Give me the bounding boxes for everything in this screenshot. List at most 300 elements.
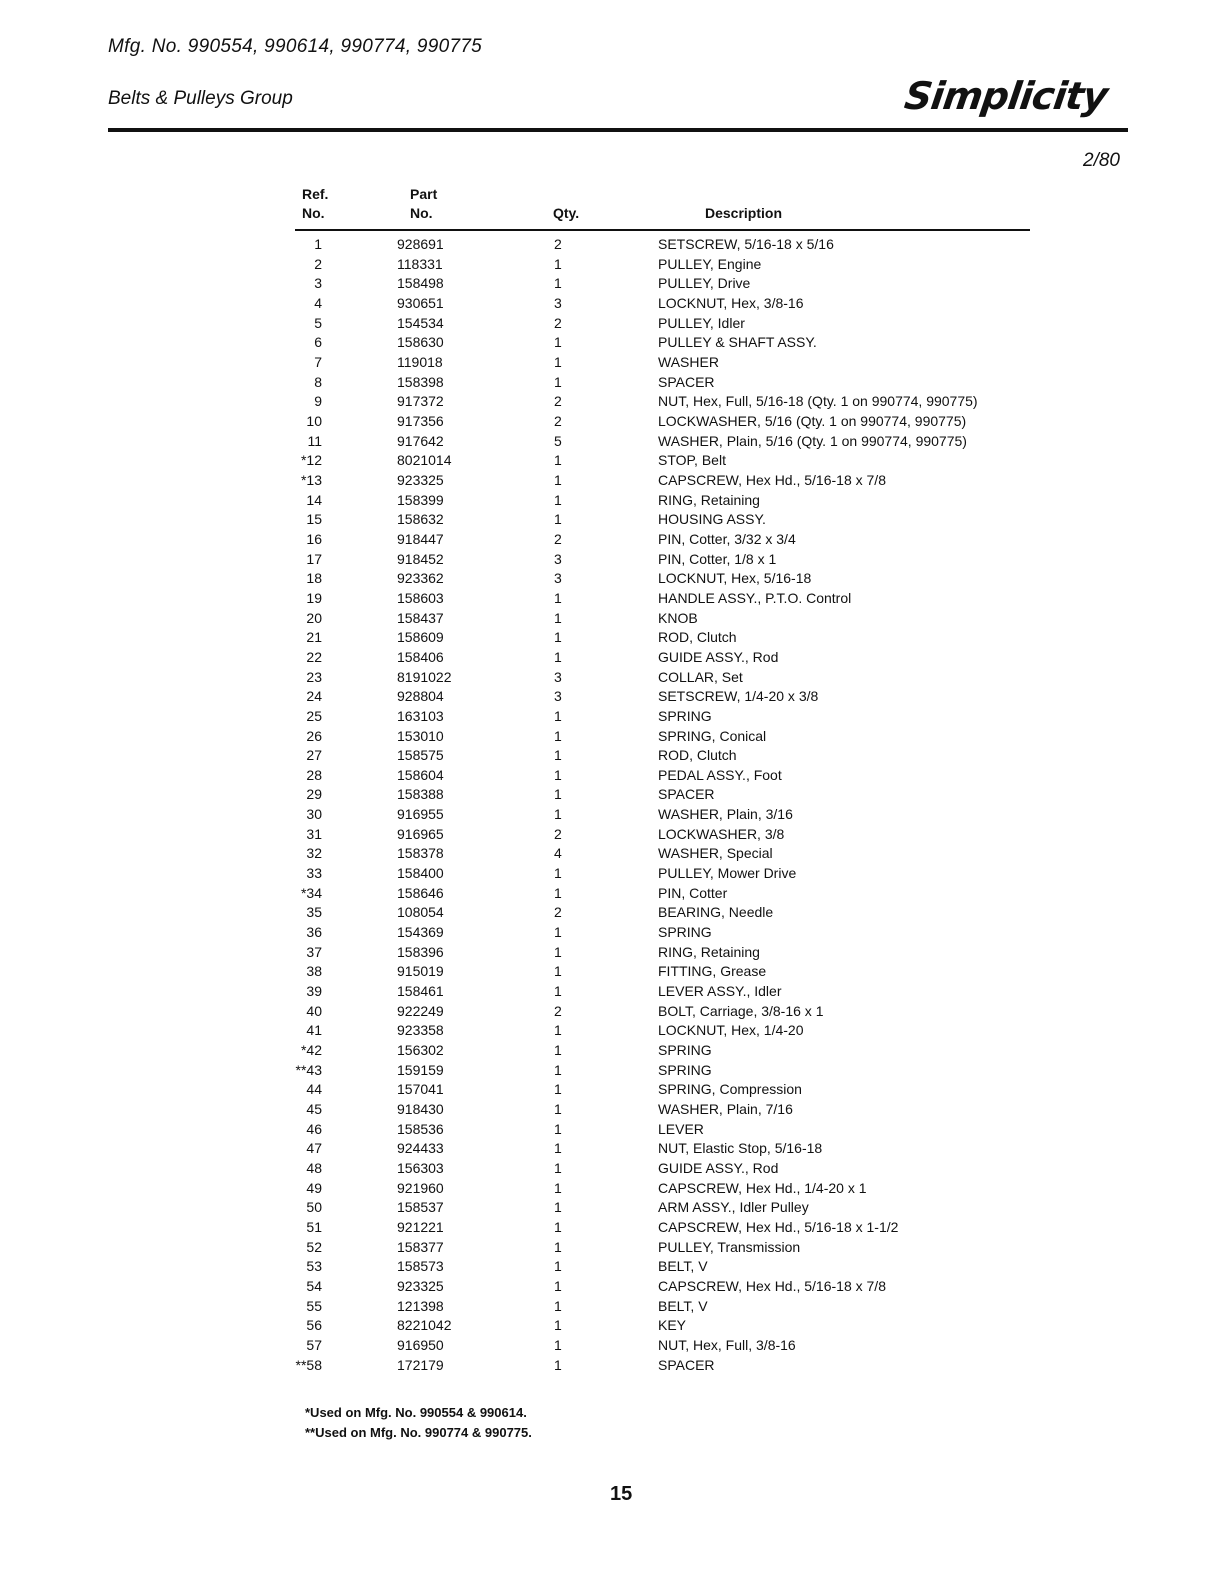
description: SPRING bbox=[658, 924, 712, 941]
col-header-part-line2: No. bbox=[410, 205, 433, 221]
table-row bbox=[0, 293, 1218, 313]
qty: 1 bbox=[554, 1199, 562, 1216]
part-no: 8021014 bbox=[397, 452, 452, 469]
description: STOP, Belt bbox=[658, 452, 726, 469]
qty: 1 bbox=[554, 255, 562, 272]
qty: 1 bbox=[554, 1356, 562, 1373]
qty: 1 bbox=[554, 983, 562, 1000]
footnote-double: **Used on Mfg. No. 990774 & 990775. bbox=[305, 1425, 532, 1440]
part-no: 158461 bbox=[397, 983, 444, 1000]
table-row bbox=[0, 706, 1218, 726]
part-no: 158630 bbox=[397, 334, 444, 351]
revision-date: 2/80 bbox=[1083, 150, 1120, 171]
ref-no: 24 bbox=[306, 688, 322, 705]
col-header-ref-line1: Ref. bbox=[302, 186, 329, 202]
ref-no: 25 bbox=[306, 707, 322, 724]
ref-no: 48 bbox=[306, 1160, 322, 1177]
ref-no: 5 bbox=[314, 314, 322, 331]
table-row bbox=[0, 1158, 1218, 1178]
qty: 2 bbox=[554, 314, 562, 331]
table-row bbox=[0, 942, 1218, 962]
qty: 5 bbox=[554, 432, 562, 449]
table-row bbox=[0, 391, 1218, 411]
ref-no: 33 bbox=[306, 865, 322, 882]
description: PEDAL ASSY., Foot bbox=[658, 766, 782, 783]
qty: 1 bbox=[554, 334, 562, 351]
part-no: 918430 bbox=[397, 1101, 444, 1118]
ref-no: 56 bbox=[306, 1317, 322, 1334]
table-header-rule bbox=[295, 229, 1030, 231]
qty: 1 bbox=[554, 1317, 562, 1334]
qty: 1 bbox=[554, 806, 562, 823]
description: PULLEY, Drive bbox=[658, 275, 751, 292]
ref-no: *13 bbox=[300, 471, 322, 488]
table-row bbox=[0, 784, 1218, 804]
part-no: 916955 bbox=[397, 806, 444, 823]
ref-no: 55 bbox=[306, 1297, 322, 1314]
ref-no: 20 bbox=[306, 609, 322, 626]
table-row bbox=[0, 1178, 1218, 1198]
table-row bbox=[0, 1119, 1218, 1139]
col-header-part bbox=[410, 185, 437, 223]
qty: 2 bbox=[554, 904, 562, 921]
ref-no: 32 bbox=[306, 845, 322, 862]
ref-no: 51 bbox=[306, 1219, 322, 1235]
ref-no: 22 bbox=[306, 648, 322, 665]
description: SPACER bbox=[658, 373, 715, 390]
description: SPRING bbox=[658, 1042, 712, 1059]
table-row bbox=[0, 726, 1218, 746]
qty: 1 bbox=[554, 1022, 562, 1039]
ref-no: *34 bbox=[300, 884, 322, 901]
table-row bbox=[0, 1197, 1218, 1217]
qty: 2 bbox=[554, 236, 562, 252]
qty: 2 bbox=[554, 1002, 562, 1019]
part-no: 158398 bbox=[397, 373, 444, 390]
table-row bbox=[0, 883, 1218, 903]
qty: 1 bbox=[554, 491, 562, 508]
description: KEY bbox=[658, 1317, 687, 1334]
part-no: 158609 bbox=[397, 629, 444, 646]
description: PIN, Cotter, 1/8 x 1 bbox=[658, 550, 777, 567]
qty: 2 bbox=[554, 825, 562, 842]
ref-no: 27 bbox=[306, 747, 322, 764]
page-number: 15 bbox=[610, 1483, 633, 1505]
part-no: 918452 bbox=[397, 550, 444, 567]
table-row bbox=[0, 863, 1218, 883]
table-row bbox=[0, 922, 1218, 942]
description: RING, Retaining bbox=[658, 943, 760, 960]
table-row bbox=[0, 254, 1218, 274]
part-no: 121398 bbox=[397, 1297, 444, 1314]
ref-no: 23 bbox=[306, 668, 322, 685]
qty: 1 bbox=[554, 511, 562, 528]
ref-no: 8 bbox=[314, 373, 322, 390]
table-row bbox=[0, 549, 1218, 569]
table-row bbox=[0, 352, 1218, 372]
table-row bbox=[0, 1060, 1218, 1080]
part-no: 916965 bbox=[397, 825, 444, 842]
header-rule bbox=[108, 128, 1128, 132]
description: ROD, Clutch bbox=[658, 629, 737, 646]
col-header-ref bbox=[302, 185, 328, 223]
description: CAPSCREW, Hex Hd., 5/16-18 x 7/8 bbox=[658, 471, 886, 488]
ref-no: 29 bbox=[306, 786, 322, 803]
table-row bbox=[0, 981, 1218, 1001]
table-row bbox=[0, 961, 1218, 981]
table-row bbox=[0, 824, 1218, 844]
part-no: 923325 bbox=[397, 471, 444, 488]
table-row bbox=[0, 490, 1218, 510]
table-row bbox=[0, 332, 1218, 352]
qty: 1 bbox=[554, 963, 562, 980]
description: HANDLE ASSY., P.T.O. Control bbox=[658, 589, 852, 606]
table-row bbox=[0, 1099, 1218, 1119]
table-row bbox=[0, 450, 1218, 470]
table-row bbox=[0, 509, 1218, 529]
ref-no: 3 bbox=[314, 275, 322, 292]
part-no: 915019 bbox=[397, 963, 444, 980]
ref-no: 41 bbox=[306, 1022, 322, 1039]
qty: 1 bbox=[554, 1297, 562, 1314]
part-no: 924433 bbox=[397, 1140, 444, 1157]
table-row bbox=[0, 1217, 1218, 1237]
part-no: 921221 bbox=[397, 1219, 444, 1235]
description: SETSCREW, 1/4-20 x 3/8 bbox=[658, 688, 819, 705]
ref-no: *42 bbox=[300, 1042, 322, 1059]
ref-no: 49 bbox=[306, 1179, 322, 1196]
description: KNOB bbox=[658, 609, 698, 626]
qty: 3 bbox=[554, 688, 562, 705]
table-row bbox=[0, 1020, 1218, 1040]
table-row bbox=[0, 1237, 1218, 1257]
qty: 1 bbox=[554, 1336, 562, 1353]
qty: 1 bbox=[554, 727, 562, 744]
ref-no: 1 bbox=[314, 236, 322, 252]
part-no: 119018 bbox=[397, 353, 443, 370]
qty: 1 bbox=[554, 452, 562, 469]
description: SPACER bbox=[658, 786, 715, 803]
description: LEVER bbox=[658, 1120, 704, 1137]
table-row bbox=[0, 647, 1218, 667]
table-row bbox=[0, 470, 1218, 490]
description: GUIDE ASSY., Rod bbox=[658, 1160, 779, 1177]
qty: 1 bbox=[554, 943, 562, 960]
description: SPRING bbox=[658, 707, 712, 724]
qty: 1 bbox=[554, 1042, 562, 1059]
footnote-single: *Used on Mfg. No. 990554 & 990614. bbox=[305, 1405, 527, 1420]
ref-no: 38 bbox=[306, 963, 322, 980]
col-header-ref-line2: No. bbox=[302, 205, 325, 221]
section-title: Belts & Pulleys Group bbox=[108, 88, 293, 109]
qty: 4 bbox=[554, 845, 562, 862]
description: BELT, V bbox=[658, 1258, 708, 1275]
description: FITTING, Grease bbox=[658, 963, 767, 980]
qty: 1 bbox=[554, 747, 562, 764]
ref-no: 19 bbox=[306, 589, 322, 606]
table-row bbox=[0, 588, 1218, 608]
part-no: 158575 bbox=[397, 747, 444, 764]
description: PIN, Cotter, 3/32 x 3/4 bbox=[658, 530, 796, 547]
ref-no: 10 bbox=[306, 412, 322, 429]
ref-no: 2 bbox=[314, 255, 322, 272]
part-no: 8221042 bbox=[397, 1317, 452, 1334]
ref-no: 15 bbox=[306, 511, 322, 528]
table-row bbox=[0, 1001, 1218, 1021]
description: GUIDE ASSY., Rod bbox=[658, 648, 779, 665]
qty: 1 bbox=[554, 373, 562, 390]
table-row bbox=[0, 1079, 1218, 1099]
ref-no: 44 bbox=[306, 1081, 322, 1098]
part-no: 159159 bbox=[397, 1061, 444, 1078]
part-no: 916950 bbox=[397, 1336, 444, 1353]
qty: 1 bbox=[554, 1101, 562, 1118]
table-row bbox=[0, 529, 1218, 549]
qty: 3 bbox=[554, 570, 562, 587]
qty: 1 bbox=[554, 1120, 562, 1137]
ref-no: 18 bbox=[306, 570, 322, 587]
description: CAPSCREW, Hex Hd., 5/16-18 x 7/8 bbox=[658, 1277, 886, 1294]
description: PULLEY, Engine bbox=[658, 255, 762, 272]
description: ROD, Clutch bbox=[658, 747, 737, 764]
qty: 1 bbox=[554, 275, 562, 292]
ref-no: 37 bbox=[306, 943, 322, 960]
ref-no: 40 bbox=[306, 1002, 322, 1019]
table-row bbox=[0, 1355, 1218, 1375]
qty: 3 bbox=[554, 294, 562, 311]
qty: 3 bbox=[554, 550, 562, 567]
ref-no: 30 bbox=[306, 806, 322, 823]
qty: 1 bbox=[554, 1219, 562, 1235]
table-row bbox=[0, 1040, 1218, 1060]
description: BOLT, Carriage, 3/8-16 x 1 bbox=[658, 1002, 824, 1019]
ref-no: 52 bbox=[306, 1238, 322, 1255]
table-row bbox=[0, 686, 1218, 706]
description: BELT, V bbox=[658, 1297, 708, 1314]
qty: 1 bbox=[554, 884, 562, 901]
description: NUT, Hex, Full, 3/8-16 bbox=[658, 1336, 796, 1353]
ref-no: 47 bbox=[306, 1140, 322, 1157]
table-row bbox=[0, 843, 1218, 863]
part-no: 928804 bbox=[397, 688, 444, 705]
qty: 2 bbox=[554, 393, 562, 410]
ref-no: 9 bbox=[314, 393, 322, 410]
description: RING, Retaining bbox=[658, 491, 760, 508]
table-row bbox=[0, 1335, 1218, 1355]
description: SPRING, Conical bbox=[658, 727, 767, 744]
qty: 1 bbox=[554, 707, 562, 724]
part-no: 923325 bbox=[397, 1277, 444, 1294]
table-row bbox=[0, 1138, 1218, 1158]
table-row bbox=[0, 1256, 1218, 1276]
table-row bbox=[0, 745, 1218, 765]
table-row bbox=[0, 313, 1218, 333]
ref-no: 4 bbox=[314, 294, 322, 311]
ref-no: **43 bbox=[295, 1061, 322, 1078]
part-no: 163103 bbox=[397, 707, 444, 724]
description: LOCKWASHER, 5/16 (Qty. 1 on 990774, 990775) bbox=[658, 412, 967, 429]
ref-no: 39 bbox=[306, 983, 322, 1000]
ref-no: 50 bbox=[306, 1199, 322, 1216]
qty: 1 bbox=[554, 1140, 562, 1157]
part-no: 917356 bbox=[397, 412, 444, 429]
part-no: 158537 bbox=[397, 1199, 444, 1216]
ref-no: 31 bbox=[306, 825, 322, 842]
part-no: 923362 bbox=[397, 570, 444, 587]
part-no: 156303 bbox=[397, 1160, 444, 1177]
part-no: 158388 bbox=[397, 786, 444, 803]
description: CAPSCREW, Hex Hd., 1/4-20 x 1 bbox=[658, 1179, 867, 1196]
description: SPRING, Compression bbox=[658, 1081, 802, 1098]
ref-no: 17 bbox=[306, 550, 322, 567]
description: LOCKNUT, Hex, 5/16-18 bbox=[658, 570, 812, 587]
part-no: 158603 bbox=[397, 589, 444, 606]
ref-no: *12 bbox=[300, 452, 322, 469]
table-row bbox=[0, 608, 1218, 628]
table-row bbox=[0, 1276, 1218, 1296]
brand-logo: Simplicity bbox=[901, 74, 1110, 118]
ref-no: 14 bbox=[306, 491, 322, 508]
table-row bbox=[0, 1296, 1218, 1316]
ref-no: 36 bbox=[306, 924, 322, 941]
part-no: 157041 bbox=[397, 1081, 444, 1098]
qty: 1 bbox=[554, 471, 562, 488]
qty: 1 bbox=[554, 1179, 562, 1196]
qty: 1 bbox=[554, 589, 562, 606]
qty: 1 bbox=[554, 1238, 562, 1255]
table-row bbox=[0, 273, 1218, 293]
description: HOUSING ASSY. bbox=[658, 511, 766, 528]
part-no: 158632 bbox=[397, 511, 444, 528]
qty: 1 bbox=[554, 1258, 562, 1275]
part-no: 158437 bbox=[397, 609, 444, 626]
ref-no: 16 bbox=[306, 530, 322, 547]
description: SPACER bbox=[658, 1356, 715, 1373]
part-no: 158399 bbox=[397, 491, 444, 508]
part-no: 172179 bbox=[397, 1356, 444, 1373]
description: WASHER, Plain, 5/16 (Qty. 1 on 990774, 990775) bbox=[658, 432, 967, 449]
description: LOCKNUT, Hex, 3/8-16 bbox=[658, 294, 804, 311]
ref-no: 26 bbox=[306, 727, 322, 744]
qty: 1 bbox=[554, 924, 562, 941]
part-no: 158400 bbox=[397, 865, 444, 882]
col-header-qty: Qty. bbox=[553, 205, 580, 221]
qty: 1 bbox=[554, 786, 562, 803]
description: PULLEY & SHAFT ASSY. bbox=[658, 334, 817, 351]
ref-no: 46 bbox=[306, 1120, 322, 1137]
qty: 1 bbox=[554, 766, 562, 783]
qty: 1 bbox=[554, 629, 562, 646]
part-no: 917642 bbox=[397, 432, 444, 449]
qty: 1 bbox=[554, 1081, 562, 1098]
table-row bbox=[0, 1315, 1218, 1335]
ref-no: 53 bbox=[306, 1258, 322, 1275]
table-row bbox=[0, 667, 1218, 687]
table-row bbox=[0, 804, 1218, 824]
description: PULLEY, Mower Drive bbox=[658, 865, 797, 882]
part-no: 921960 bbox=[397, 1179, 444, 1196]
ref-no: **58 bbox=[295, 1356, 322, 1373]
qty: 3 bbox=[554, 668, 562, 685]
part-no: 158396 bbox=[397, 943, 444, 960]
description: LOCKWASHER, 3/8 bbox=[658, 825, 785, 842]
table-row bbox=[0, 431, 1218, 451]
qty: 1 bbox=[554, 1061, 562, 1078]
ref-no: 54 bbox=[306, 1277, 322, 1294]
part-no: 922249 bbox=[397, 1002, 444, 1019]
description: LOCKNUT, Hex, 1/4-20 bbox=[658, 1022, 804, 1039]
part-no: 930651 bbox=[397, 294, 444, 311]
part-no: 928691 bbox=[397, 236, 444, 252]
part-no: 158377 bbox=[397, 1238, 444, 1255]
part-no: 154534 bbox=[397, 314, 444, 331]
part-no: 158646 bbox=[397, 884, 444, 901]
table-row bbox=[0, 568, 1218, 588]
part-no: 158604 bbox=[397, 766, 444, 783]
part-no: 923358 bbox=[397, 1022, 444, 1039]
part-no: 108054 bbox=[397, 904, 444, 921]
part-no: 158573 bbox=[397, 1258, 444, 1275]
qty: 2 bbox=[554, 412, 562, 429]
qty: 1 bbox=[554, 865, 562, 882]
qty: 1 bbox=[554, 648, 562, 665]
table-row bbox=[0, 902, 1218, 922]
col-header-description: Description bbox=[705, 205, 783, 221]
qty: 1 bbox=[554, 1277, 562, 1294]
part-no: 154369 bbox=[397, 924, 444, 941]
part-no: 917372 bbox=[397, 393, 444, 410]
description: PULLEY, Idler bbox=[658, 314, 745, 331]
qty: 2 bbox=[554, 530, 562, 547]
description: CAPSCREW, Hex Hd., 5/16-18 x 1-1/2 bbox=[658, 1219, 899, 1235]
qty: 1 bbox=[554, 353, 562, 370]
table-row bbox=[0, 411, 1218, 431]
table-row bbox=[0, 234, 1218, 254]
mfg-numbers: Mfg. No. 990554, 990614, 990774, 990775 bbox=[108, 36, 483, 57]
part-no: 158406 bbox=[397, 648, 444, 665]
part-no: 118331 bbox=[397, 255, 443, 272]
description: SPRING bbox=[658, 1061, 712, 1078]
part-no: 918447 bbox=[397, 530, 444, 547]
ref-no: 6 bbox=[314, 334, 322, 351]
description: WASHER, Plain, 3/16 bbox=[658, 806, 793, 823]
part-no: 158498 bbox=[397, 275, 444, 292]
description: WASHER, Special bbox=[658, 845, 773, 862]
ref-no: 21 bbox=[306, 629, 322, 646]
part-no: 156302 bbox=[397, 1042, 444, 1059]
description: NUT, Hex, Full, 5/16-18 (Qty. 1 on 990774, 990775) bbox=[658, 393, 978, 410]
qty: 1 bbox=[554, 1160, 562, 1177]
part-no: 153010 bbox=[397, 727, 444, 744]
ref-no: 28 bbox=[306, 766, 322, 783]
description: COLLAR, Set bbox=[658, 668, 743, 685]
ref-no: 57 bbox=[306, 1336, 322, 1353]
table-row bbox=[0, 627, 1218, 647]
part-no: 8191022 bbox=[397, 668, 452, 685]
table-row bbox=[0, 765, 1218, 785]
qty: 1 bbox=[554, 609, 562, 626]
description: WASHER, Plain, 7/16 bbox=[658, 1101, 793, 1118]
description: WASHER bbox=[658, 353, 719, 370]
description: LEVER ASSY., Idler bbox=[658, 983, 782, 1000]
col-header-part-line1: Part bbox=[410, 186, 438, 202]
ref-no: 45 bbox=[306, 1101, 322, 1118]
description: BEARING, Needle bbox=[658, 904, 774, 921]
description: ARM ASSY., Idler Pulley bbox=[658, 1199, 809, 1216]
description: PULLEY, Transmission bbox=[658, 1238, 801, 1255]
table-row bbox=[0, 372, 1218, 392]
ref-no: 7 bbox=[314, 353, 322, 370]
